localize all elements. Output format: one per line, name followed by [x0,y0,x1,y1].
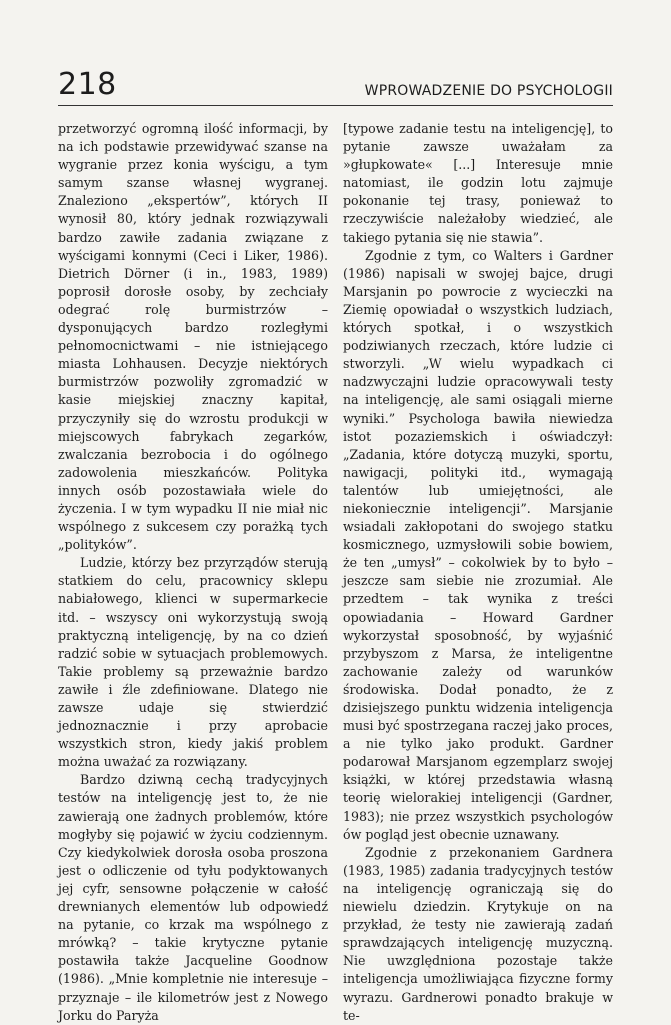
paragraph: Ludzie, którzy bez przyrządów sterują statkiem do celu, pracownicy sklepu nabiałowego, klienci w supermarkecie itd. – wszyscy oni wykorzystują swoją praktyczną inteligencję, by na co dzień radzić sobie w sytuacjach problemowych. Takie problemy są przeważnie bardzo zawiłe i źle zdefiniowane. Dlatego nie zawsze udaje się stwierdzić jednoznacznie i przy aprobacie wszystkich stron, kiedy jakiś problem można uważać za rozwiązany. [58,555,328,770]
page-number: 218 [58,67,117,102]
paragraph: przetworzyć ogromną ilość informacji, by na ich podstawie przewidywać szanse na wygranie przez konia wyścigu, a tym samym szanse własnej wygranej. Znaleziono „ekspertów”, których II wynosił 80, który jednak rozwiązywali bardzo zawiłe zadania związane z wyścigami konnymi (Ceci i Liker, 1986). Dietrich Dörner (i in., 1983, 1989) poprosił dorosłe osoby, by zechciały odegrać rolę burmistrzów – dysponujących bardzo rozległymi pełnomocnictwami – nie istniejącego miasta Lohhausen. Decyzje niektórych burmistrzów pozwoliły zgromadzić w kasie miejskiej znaczny kapitał, przyczyniły się do wzrostu produkcji w miejscowych fabrykach zegarków, zwalczania bezrobocia i do ogólnego zadowolenia mieszkańców. Polityka innych osób pozostawiała wiele do życzenia. I w tym wypadku II nie miał nic wspólnego z sukcesem czy porażką tych „polityków”. [58,121,328,553]
paragraph: Zgodnie z przekonaniem Gardnera (1983, 1985) zadania tradycyjnych testów na inteligencję ograniczają się do niewielu dziedzin. Krytykuje on na przykład, że testy nie zawierają zadań sprawdzających inteligencję muzyczną. Nie uwzględniona pozostaje także inteligencja umożliwiająca fizyczne formy wyrazu. Gardnerowi ponadto brakuje w te- [343,844,613,1023]
paragraph: Bardzo dziwną cechą tradycyjnych testów na inteligencję jest to, że nie zawierają one żadnych problemów, które mogłyby się pojawić w życiu codziennym. Czy kiedykolwiek dorosła osoba proszona jest o odliczenie od tyłu podyktowanych jej cyfr, sensowne połączenie w całość drewnianych elementów lub odpowiedź na pytanie, co krzak ma wspólnego z mrówką? – takie krytyczne pytanie postawiła także Jacqueline Goodnow (1986). „Mnie kompletnie nie interesuje – przyznaje – ile kilometrów jest z Nowego Jorku do Paryża [58,772,328,1023]
paragraph: Zgodnie z tym, co Walters i Gardner (1986) napisali w swojej bajce, drugi Marsjanin po powrocie z wycieczki na Ziemię opowiadał o wszystkich ludziach, których spotkał, i o wszystkich podziwianych rzeczach, które ludzie ci stworzyli. „W wielu wypadkach ci nadzwyczajni ludzie opracowywali testy na inteligencję, ale sami osiągali mierne wyniki.” Psychologa bawiła niewiedza istot pozaziemskich i oświadczył: „Zadania, które dotyczą muzyki, sportu, nawigacji, polityki itd., wymagają talentów lub umiejętności, ale niekoniecznie inteligencji”. Marsjanie wsiadali zakłopotani do swojego statku kosmicznego, uzmysłowili sobie bowiem, że ten „umysł” – cokolwiek by to było – jeszcze sam siebie nie zrozumiał. Ale przedtem – tak wynika z treści opowiadania – Howard Gardner wykorzystał sposobność, by wyjaśnić przybyszom z Marsa, że inteligentne zachowanie zależy od warunków środowiska. Dodał ponadto, że z dzisiejszego punktu widzenia inteligencja musi być spostrzegana raczej jako proces, a nie tylko jako produkt. Gardner podarował Marsjanom egzemplarz swojej książki, w której przedstawia własną teorię wielorakiej inteligencji (Gardner, 1983); nie przez wszystkich psychologów ów pogląd jest obecnie uznawany. [343,247,613,842]
header-rule [58,105,613,106]
page-header [58,68,613,102]
paragraph: [typowe zadanie testu na inteligencję], to pytanie zawsze uważałam za »głupkowate« [...] Interesuje mnie natomiast, ile godzin lotu zajmuje pokonanie tej trasy, ponieważ to rzeczywiście należałoby wiedzieć, ale takiego pytania się nie stawia”. [343,121,613,245]
right-column [343,120,613,1025]
running-title: WPROWADZENIE DO PSYCHOLOGII [364,83,613,99]
left-column [58,120,328,1025]
